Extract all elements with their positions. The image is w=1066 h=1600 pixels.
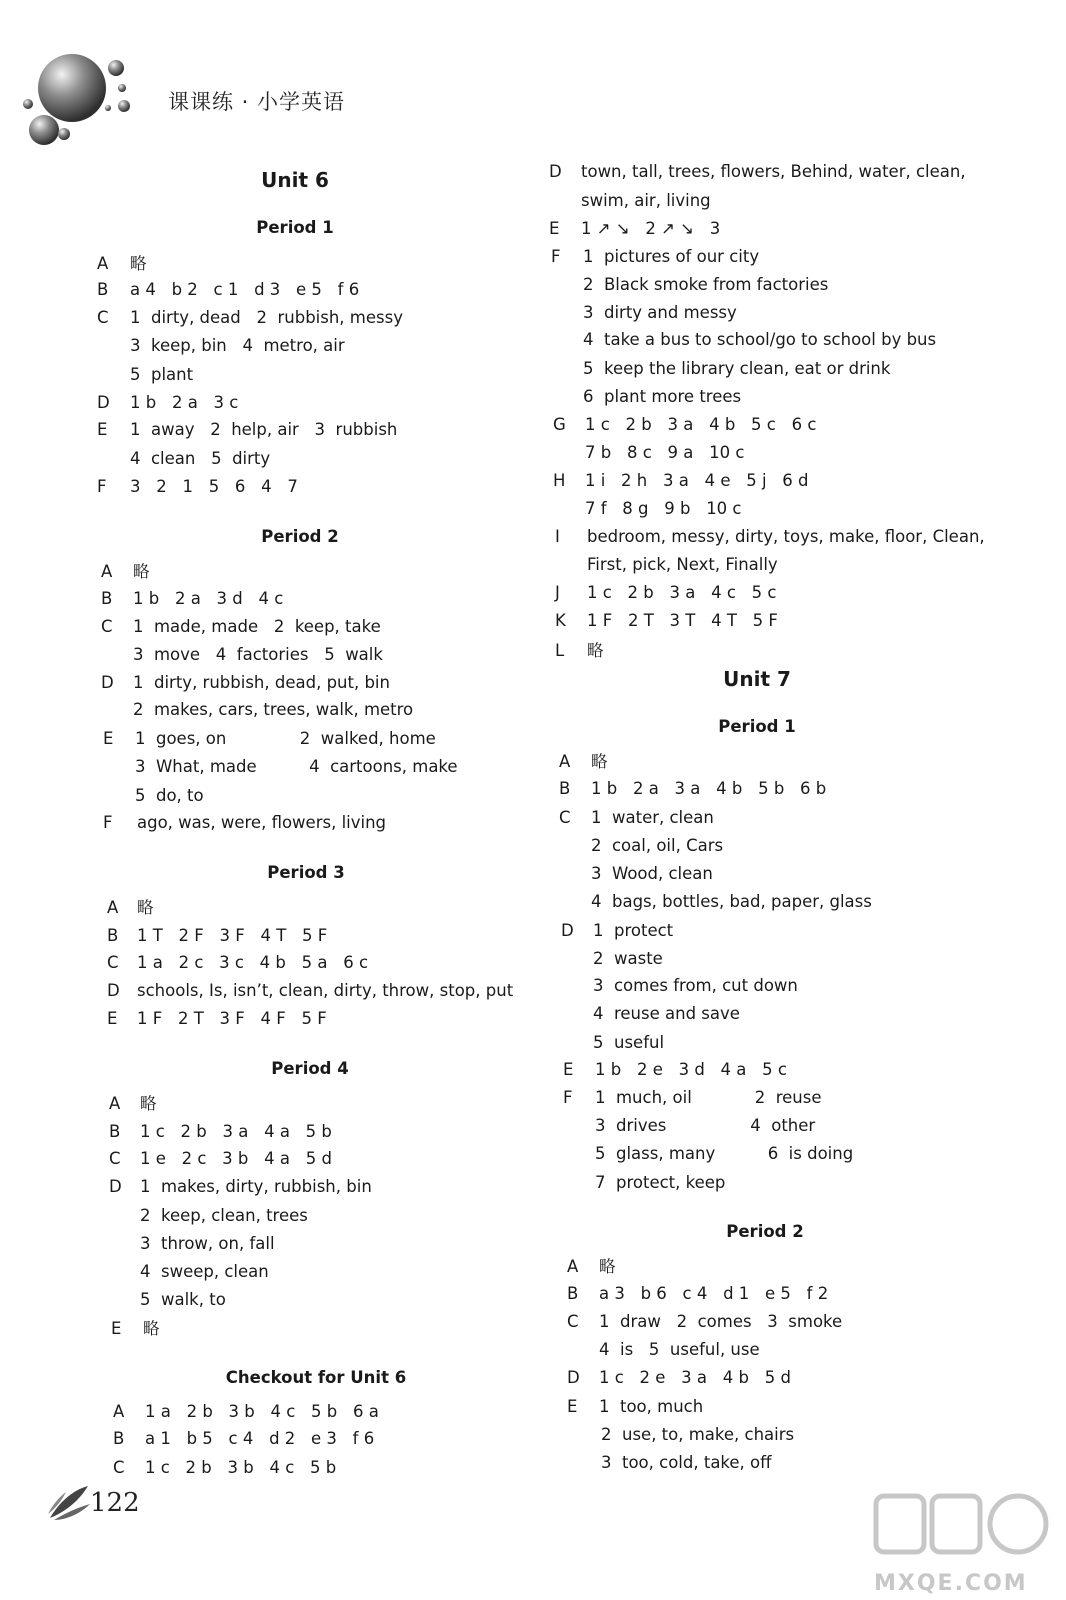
answer-row — [551, 247, 1066, 269]
answer-row — [555, 583, 1066, 605]
answer-row — [109, 1262, 629, 1284]
answer-text: bedroom, messy, dirty, toys, make, floor, Clean, — [587, 527, 985, 546]
answer-text: 略 — [130, 254, 147, 273]
answer-text: schools, Is, isn’t, clean, dirty, throw, stop, put — [137, 981, 514, 1000]
answer-row — [109, 1177, 629, 1199]
answer-text: 2 coal, oil, Cars — [591, 836, 724, 855]
answer-row — [567, 1425, 1066, 1447]
question-label: D — [561, 921, 574, 940]
answer-row — [109, 1122, 629, 1144]
answer-row — [567, 1397, 1066, 1419]
question-label: A — [559, 752, 571, 771]
answer-row — [113, 1402, 633, 1424]
question-label: D — [567, 1368, 580, 1387]
answer-text: 1 b 2 a 3 d 4 c — [133, 589, 284, 608]
watermark-logo-icon — [870, 1490, 1050, 1598]
question-label: E — [97, 420, 108, 439]
answer-row — [559, 892, 1066, 914]
answer-text: 2 waste — [593, 949, 663, 968]
question-label: E — [111, 1319, 122, 1338]
answer-text: 1 T 2 F 3 F 4 T 5 F — [137, 926, 328, 945]
answer-text: 1 dirty, dead 2 rubbish, messy — [130, 308, 403, 327]
answer-row — [561, 976, 1066, 998]
answer-row — [107, 1009, 627, 1031]
answer-text: 略 — [591, 752, 608, 771]
question-label: F — [551, 247, 561, 266]
answer-text: ago, was, were, flowers, living — [137, 813, 387, 832]
answer-row — [101, 562, 621, 584]
answer-row — [107, 898, 627, 920]
answer-text: 1 b 2 e 3 d 4 a 5 c — [595, 1060, 787, 1079]
answer-row — [113, 1429, 633, 1451]
answer-text: 1 c 2 b 3 b 4 c 5 b — [145, 1458, 337, 1477]
answer-text: 1 water, clean — [591, 808, 714, 827]
answer-row — [561, 1033, 1066, 1055]
question-label: A — [113, 1402, 125, 1421]
answer-row — [559, 808, 1066, 830]
answer-text: 1 goes, on 2 walked, home — [135, 729, 436, 748]
answer-row — [567, 1453, 1066, 1475]
answer-row — [97, 477, 617, 499]
period-heading: Period 2 — [261, 527, 339, 546]
answer-row — [561, 949, 1066, 971]
answer-row — [103, 757, 623, 779]
question-label: D — [549, 162, 562, 181]
question-label: A — [101, 562, 113, 581]
answer-row — [109, 1094, 629, 1116]
unit-heading: Unit 6 — [261, 168, 329, 192]
answer-row — [109, 1206, 629, 1228]
answer-row — [563, 1116, 1066, 1138]
answer-text: town, tall, trees, flowers, Behind, water, clean, — [581, 162, 966, 181]
question-label: C — [559, 808, 571, 827]
question-label: C — [97, 308, 109, 327]
answer-row — [567, 1284, 1066, 1306]
answer-text: swim, air, living — [581, 191, 711, 210]
answer-row — [107, 926, 627, 948]
period-heading: Period 3 — [267, 863, 345, 882]
answer-text: 1 made, made 2 keep, take — [133, 617, 381, 636]
answer-row — [113, 1458, 633, 1480]
question-label: D — [109, 1177, 122, 1196]
answer-row — [101, 645, 621, 667]
answer-row — [549, 219, 1066, 241]
answer-row — [109, 1234, 629, 1256]
answer-text: 1 i 2 h 3 a 4 e 5 j 6 d — [585, 471, 809, 490]
answer-text: 1 F 2 T 3 F 4 F 5 F — [137, 1009, 327, 1028]
question-label: D — [107, 981, 120, 1000]
answer-row — [567, 1312, 1066, 1334]
question-label: A — [109, 1094, 121, 1113]
answer-text: 略 — [587, 641, 604, 660]
answer-text: a 1 b 5 c 4 d 2 e 3 f 6 — [145, 1429, 375, 1448]
question-label: E — [103, 729, 114, 748]
answer-row — [561, 1004, 1066, 1026]
answer-row — [553, 499, 1066, 521]
answer-row — [559, 836, 1066, 858]
answer-text: 5 keep the library clean, eat or drink — [583, 359, 891, 378]
answer-row — [563, 1060, 1066, 1082]
answer-text: 1 away 2 help, air 3 rubbish — [130, 420, 398, 439]
question-label: A — [567, 1257, 579, 1276]
answer-text: 3 dirty and messy — [583, 303, 737, 322]
leaf-icon — [48, 1484, 92, 1522]
answer-row — [555, 611, 1066, 633]
answer-row — [103, 813, 623, 835]
answer-row — [109, 1290, 629, 1312]
answer-row — [559, 752, 1066, 774]
answer-text: 1 makes, dirty, rubbish, bin — [140, 1177, 372, 1196]
question-label: B — [559, 779, 571, 798]
answer-row — [107, 953, 627, 975]
answer-row — [553, 443, 1066, 465]
question-label: E — [563, 1060, 574, 1079]
answer-row — [567, 1340, 1066, 1362]
unit-heading: Unit 7 — [723, 667, 791, 691]
period-heading: Period 4 — [271, 1059, 349, 1078]
answer-text: 略 — [140, 1094, 157, 1113]
answer-text: 5 glass, many 6 is doing — [595, 1144, 854, 1163]
answer-text: 3 What, made 4 cartoons, make — [135, 757, 458, 776]
answer-text: 1 a 2 c 3 c 4 b 5 a 6 c — [137, 953, 369, 972]
answer-text: 3 2 1 5 6 4 7 — [130, 477, 298, 496]
answer-text: 1 c 2 e 3 a 4 b 5 d — [599, 1368, 791, 1387]
answer-text: 7 b 8 c 9 a 10 c — [585, 443, 745, 462]
answer-row — [549, 191, 1066, 213]
answer-text: 1 draw 2 comes 3 smoke — [599, 1312, 843, 1331]
answer-text: 1 c 2 b 3 a 4 a 5 b — [140, 1122, 332, 1141]
answer-row — [97, 308, 617, 330]
answer-text: 4 clean 5 dirty — [130, 449, 271, 468]
answer-row — [559, 864, 1066, 886]
answer-text: 略 — [143, 1319, 160, 1338]
answer-row — [551, 359, 1066, 381]
book-title: 课课练 · 小学英语 — [168, 90, 346, 114]
answer-row — [97, 336, 617, 358]
question-label: C — [107, 953, 119, 972]
answer-text: 7 protect, keep — [595, 1173, 726, 1192]
answer-row — [97, 280, 617, 302]
answer-text: 1 ↗ ↘ 2 ↗ ↘ 3 — [581, 219, 721, 238]
answer-row — [97, 420, 617, 442]
question-label: H — [553, 471, 566, 490]
answer-text: 3 Wood, clean — [591, 864, 713, 883]
question-label: G — [553, 415, 566, 434]
answer-row — [101, 589, 621, 611]
answer-text: 2 makes, cars, trees, walk, metro — [133, 700, 414, 719]
answer-row — [103, 786, 623, 808]
question-label: C — [109, 1149, 121, 1168]
answer-row — [97, 393, 617, 415]
question-label: D — [97, 393, 110, 412]
answer-text: 4 bags, bottles, bad, paper, glass — [591, 892, 872, 911]
answer-row — [553, 471, 1066, 493]
answer-row — [101, 673, 621, 695]
answer-row — [97, 365, 617, 387]
answer-text: 1 c 2 b 3 a 4 c 5 c — [587, 583, 777, 602]
answer-row — [97, 254, 617, 276]
answer-text: 3 too, cold, take, off — [601, 1453, 772, 1472]
question-label: K — [555, 611, 566, 630]
answer-text: 4 reuse and save — [593, 1004, 740, 1023]
bubble-decoration-icon — [16, 46, 146, 156]
answer-text: 1 F 2 T 3 T 4 T 5 F — [587, 611, 778, 630]
period-heading: Period 1 — [256, 218, 334, 237]
question-label: A — [97, 254, 109, 273]
question-label: B — [567, 1284, 579, 1303]
answer-row — [109, 1149, 629, 1171]
answer-row — [551, 275, 1066, 297]
question-label: B — [101, 589, 113, 608]
answer-row — [567, 1257, 1066, 1279]
question-label: E — [567, 1397, 578, 1416]
answer-text: 3 drives 4 other — [595, 1116, 816, 1135]
answer-text: 略 — [133, 562, 150, 581]
answer-text: 2 keep, clean, trees — [140, 1206, 308, 1225]
question-label: E — [549, 219, 560, 238]
answer-text: 6 plant more trees — [583, 387, 742, 406]
answer-row — [551, 330, 1066, 352]
answer-text: 略 — [137, 898, 154, 917]
answer-text: 4 is 5 useful, use — [599, 1340, 760, 1359]
answer-text: 2 Black smoke from factories — [583, 275, 829, 294]
answer-text: 7 f 8 g 9 b 10 c — [585, 499, 742, 518]
page-number: 122 — [90, 1488, 140, 1518]
period-heading: Period 2 — [726, 1222, 804, 1241]
question-label: C — [567, 1312, 579, 1331]
question-label: B — [113, 1429, 125, 1448]
question-label: B — [97, 280, 109, 299]
question-label: D — [101, 673, 114, 692]
answer-row — [561, 921, 1066, 943]
question-label: F — [563, 1088, 573, 1107]
answer-text: 1 dirty, rubbish, dead, put, bin — [133, 673, 390, 692]
answer-text: First, pick, Next, Finally — [587, 555, 778, 574]
answer-text: 4 sweep, clean — [140, 1262, 269, 1281]
answer-text: 3 move 4 factories 5 walk — [133, 645, 383, 664]
answer-row — [103, 729, 623, 751]
answer-text: 3 comes from, cut down — [593, 976, 798, 995]
answer-text: a 3 b 6 c 4 d 1 e 5 f 2 — [599, 1284, 829, 1303]
answer-row — [101, 617, 621, 639]
question-label: E — [107, 1009, 118, 1028]
question-label: A — [107, 898, 119, 917]
answer-row — [567, 1368, 1066, 1390]
question-label: C — [113, 1458, 125, 1477]
answer-row — [559, 779, 1066, 801]
answer-text: 略 — [599, 1257, 616, 1276]
answer-text: 1 much, oil 2 reuse — [595, 1088, 822, 1107]
answer-text: 4 take a bus to school/go to school by bus — [583, 330, 937, 349]
question-label: B — [109, 1122, 121, 1141]
answer-row — [111, 1319, 631, 1341]
answer-row — [563, 1088, 1066, 1110]
question-label: L — [555, 641, 565, 660]
answer-text: a 4 b 2 c 1 d 3 e 5 f 6 — [130, 280, 360, 299]
answer-text: 1 b 2 a 3 a 4 b 5 b 6 b — [591, 779, 827, 798]
answer-text: 1 a 2 b 3 b 4 c 5 b 6 a — [145, 1402, 379, 1421]
question-label: F — [103, 813, 113, 832]
answer-text: 1 c 2 b 3 a 4 b 5 c 6 c — [585, 415, 817, 434]
answer-text: 3 throw, on, fall — [140, 1234, 275, 1253]
answer-row — [551, 387, 1066, 409]
answer-row — [555, 527, 1066, 549]
question-label: B — [107, 926, 119, 945]
answer-text: 1 protect — [593, 921, 674, 940]
answer-text: 1 pictures of our city — [583, 247, 760, 266]
answer-row — [549, 162, 1066, 184]
period-heading: Checkout for Unit 6 — [225, 1368, 407, 1387]
answer-row — [563, 1144, 1066, 1166]
answer-row — [97, 449, 617, 471]
answer-text: 1 e 2 c 3 b 4 a 5 d — [140, 1149, 332, 1168]
answer-row — [563, 1173, 1066, 1195]
answer-text: 3 keep, bin 4 metro, air — [130, 336, 345, 355]
question-label: F — [97, 477, 107, 496]
answer-text: 5 do, to — [135, 786, 204, 805]
answer-text: 5 walk, to — [140, 1290, 226, 1309]
answer-row — [551, 303, 1066, 325]
answer-row — [555, 641, 1066, 663]
answer-text: 1 b 2 a 3 c — [130, 393, 239, 412]
answer-row — [553, 415, 1066, 437]
answer-text: 5 useful — [593, 1033, 665, 1052]
answer-row — [101, 700, 621, 722]
answer-text: 1 too, much — [599, 1397, 704, 1416]
answer-text: 5 plant — [130, 365, 194, 384]
question-label: I — [555, 527, 560, 546]
period-heading: Period 1 — [718, 717, 796, 736]
question-label: C — [101, 617, 113, 636]
question-label: J — [555, 583, 560, 602]
answer-text: 2 use, to, make, chairs — [601, 1425, 795, 1444]
answer-row — [107, 981, 627, 1003]
answer-row — [555, 555, 1066, 577]
watermark-text: MXQE.COM — [874, 1571, 1028, 1596]
